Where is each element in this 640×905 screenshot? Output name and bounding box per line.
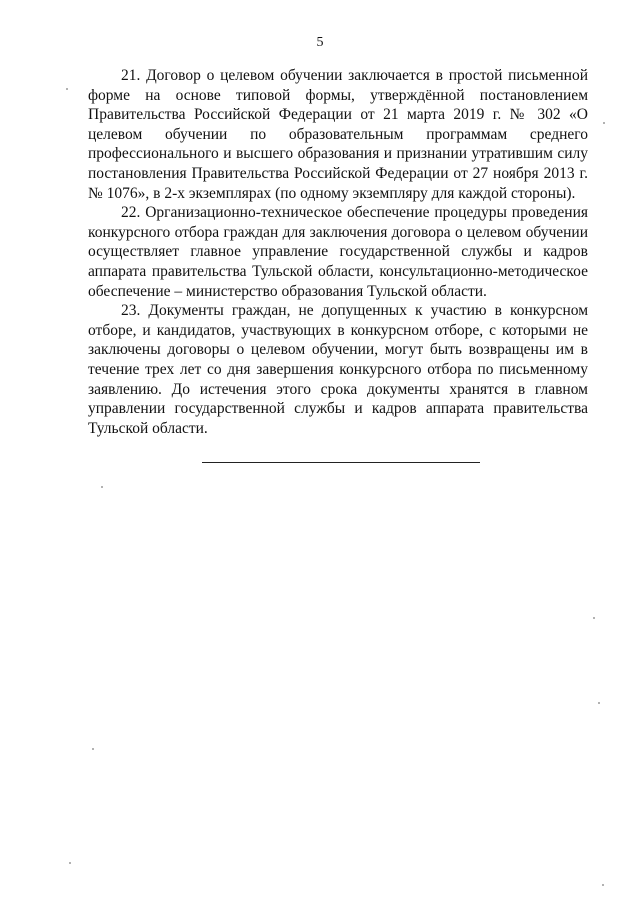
scan-speck	[602, 884, 604, 886]
end-divider-line	[202, 462, 480, 463]
paragraph-21: 21. Договор о целевом обучении заключается в простой письменной форме на основе типовой формы, утверждённой постановлением Правительства Российской Федерации от 21 марта 2019 г. № 302 «О целевом обучении по образовательным программам среднего профессионального и высшего образования и признании утратившим силу постановления Правительства Российской Федерации от 27 ноября 2013 г. № 1076», в 2-х экземплярах (по одному экземпляру для каждой стороны).	[88, 67, 588, 202]
page-number: 5	[316, 35, 324, 50]
scan-speck	[92, 748, 94, 750]
paragraph-22: 22. Организационно-техническое обеспечение процедуры проведения конкурсного отбора граждан для заключения договора о целевом обучении осуществляет главное управление государственной службы и кадров аппарата правительства Тульской области, консультационно-методическое обеспечение – министерство образования Тульской области.	[88, 204, 588, 300]
document-body	[88, 66, 588, 438]
scan-speck	[598, 702, 600, 704]
scan-speck	[603, 122, 605, 124]
scan-speck	[593, 617, 595, 619]
scan-speck	[66, 88, 68, 90]
scan-speck	[69, 862, 71, 864]
paragraph-23: 23. Документы граждан, не допущенных к участию в конкурсном отборе, и кандидатов, участвующих в конкурсном отборе, с которыми не заключены договоры о целевом обучении, могут быть возвращены им в течение трех лет со дня завершения конкурсного отбора по письменному заявлению. До истечения этого срока документы хранятся в главном управлении государственной службы и кадров аппарата правительства Тульской области.	[88, 302, 588, 437]
scan-speck	[101, 486, 103, 488]
